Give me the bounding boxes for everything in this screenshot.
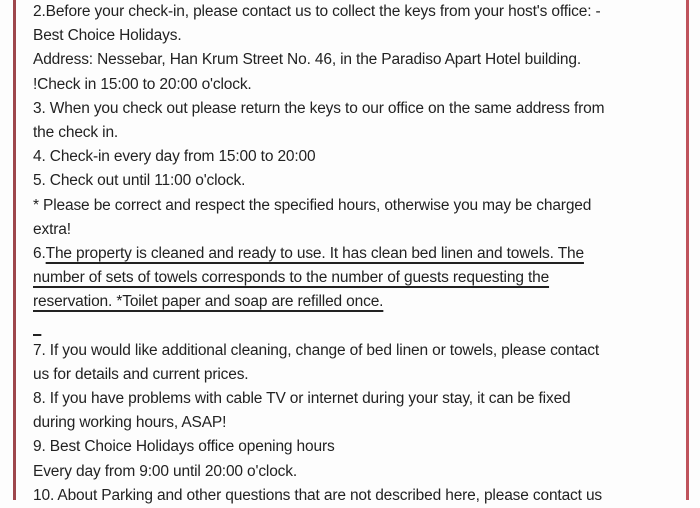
line-text: The property is cleaned and ready to use. It has clean bed linen and towels. The — [45, 244, 584, 262]
text-line — [33, 266, 684, 290]
text-line — [33, 194, 684, 218]
line-text: Best Choice Holidays. — [33, 27, 182, 45]
line-text: Address: Nessebar, Han Krum Street No. 46, in the Paradiso Apart Hotel building. — [33, 51, 582, 69]
line-text: 2.Before your check-in, please contact us to collect the keys from your host's office: - — [33, 3, 601, 20]
text-line — [33, 387, 684, 411]
line-text: 4. Check-in every day from 15:00 to 20:00 — [33, 148, 316, 166]
text-line — [33, 73, 684, 97]
line-text: reservation. *Toilet paper and soap are refilled once. — [33, 293, 384, 311]
line-text — [33, 317, 41, 334]
text-line — [33, 435, 684, 459]
line-text: the check in. — [33, 123, 119, 141]
text-line — [33, 314, 684, 338]
line-text: number of sets of towels corresponds to the number of guests requesting the — [33, 269, 550, 287]
text-line — [33, 48, 684, 72]
text-line — [33, 411, 684, 435]
text-line — [33, 169, 684, 193]
text-line — [33, 121, 684, 145]
text-line — [33, 218, 684, 242]
text-line — [33, 484, 684, 508]
text-line — [33, 363, 684, 387]
line-text: 5. Check out until 11:00 o'clock. — [33, 172, 246, 190]
line-text: 8. If you have problems with cable TV or internet during your stay, it can be fixed — [33, 390, 571, 407]
list-number: 6. — [33, 244, 46, 262]
text-line — [33, 242, 684, 266]
line-text: 9. Best Choice Holidays office opening hours — [33, 438, 335, 456]
line-text: 7. If you would like additional cleaning, change of bed linen or towels, please contact — [33, 341, 599, 359]
line-text: * Please be correct and respect the specified hours, otherwise you may be charged — [33, 196, 592, 214]
text-line — [33, 24, 684, 48]
line-text: extra! — [33, 220, 71, 238]
text-line — [33, 339, 684, 363]
text-line — [33, 290, 684, 314]
line-text: 3. When you check out please return the keys to our office on the same address from — [33, 99, 605, 117]
text-line — [33, 97, 684, 121]
text-line — [33, 145, 684, 169]
line-text: !Check in 15:00 to 20:00 o'clock. — [33, 75, 252, 93]
line-text: during working hours, ASAP! — [33, 414, 227, 432]
text-line — [33, 0, 684, 24]
line-text: 10. About Parking and other questions that are not described here, please contact us — [33, 486, 603, 504]
line-text: us for details and current prices. — [33, 365, 249, 383]
text-line — [33, 460, 684, 484]
line-text: Every day from 9:00 until 20:00 o'clock. — [33, 462, 298, 480]
